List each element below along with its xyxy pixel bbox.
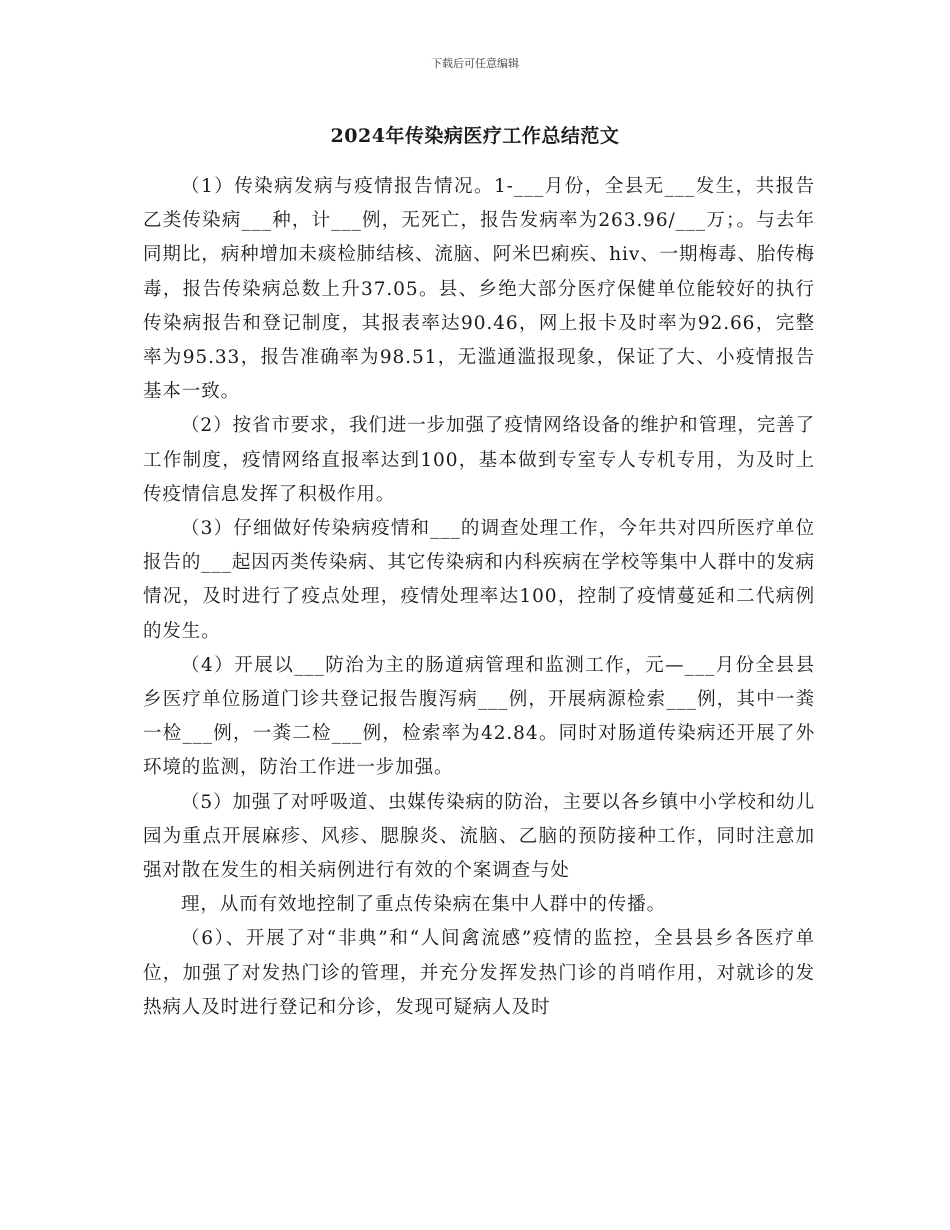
- paragraph-3: （3）仔细做好传染病疫情和___的调查处理工作，今年共对四所医疗单位报告的___起因丙类传染病、其它传染病和内科疾病在学校等集中人群中的发病情况，及时进行了疫点处理，疫情处理率达100，控制了疫情蔓延和二代病例的发生。: [143, 518, 815, 642]
- document-body: [143, 170, 815, 1025]
- document-title: 2024年传染病医疗工作总结范文: [330, 125, 620, 147]
- header-note: 下载后可任意编辑: [431, 57, 519, 70]
- paragraph-5-continued: 理，从而有效地控制了重点传染病在集中人群中的传播。: [181, 894, 667, 916]
- paragraph-2: （2）按省市要求，我们进一步加强了疫情网络设备的维护和管理，完善了工作制度，疫情网络直报率达到100，基本做到专室专人专机专用，为及时上传疫情信息发挥了积极作用。: [143, 415, 815, 505]
- paragraph-1: （1）传染病发病与疫情报告情况。1-___月份，全县无___发生，共报告乙类传染病___种，计___例，无死亡，报告发病率为263.96/___万；。与去年同期比，病种增加未痰检肺结核、流脑、阿米巴痢疾、hiv、一期梅毒、胎传梅毒，报告传染病总数上升37.05。县、乡绝大部分医疗保健单位能较好的执行传染病报告和登记制度，其报表率达90.46，网上报卡及时率为92.66，完整率为95.33，报告准确率为98.51，无滥通滥报现象，保证了大、小疫情报告基本一致。: [143, 176, 815, 403]
- paragraph-6: （6）、开展了对“非典”和“人间禽流感”疫情的监控，全县县乡各医疗单位，加强了对发热门诊的管理，并充分发挥发热门诊的肖哨作用，对就诊的发热病人及时进行登记和分诊，发现可疑病人及时: [143, 928, 815, 1018]
- paragraph-4: （4）开展以___防治为主的肠道病管理和监测工作，元—___月份全县县乡医疗单位肠道门诊共登记报告腹泻病___例，开展病源检索___例，其中一粪一检___例，一粪二检___例，检索率为42.84。同时对肠道传染病还开展了外环境的监测，防治工作进一步加强。: [143, 654, 815, 779]
- paragraph-5: （5）加强了对呼吸道、虫媒传染病的防治，主要以各乡镇中小学校和幼儿园为重点开展麻疹、风疹、腮腺炎、流脑、乙脑的预防接种工作，同时注意加强对散在发生的相关病例进行有效的个案调查与处: [143, 791, 815, 882]
